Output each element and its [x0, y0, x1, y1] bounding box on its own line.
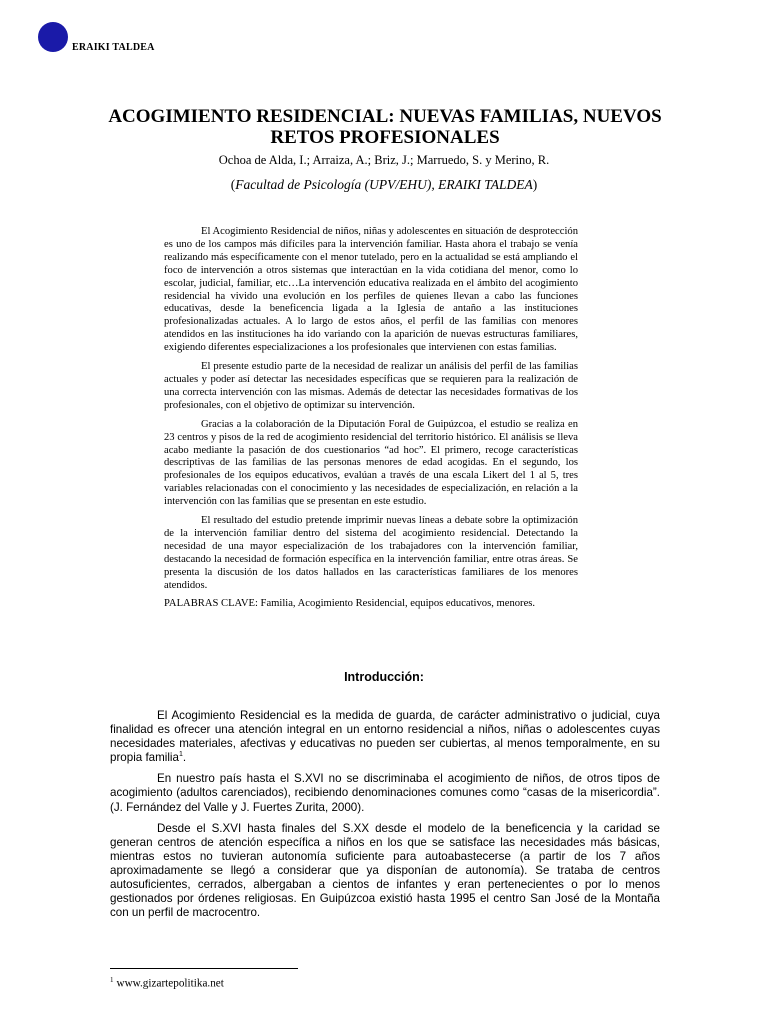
body-paragraph: [110, 709, 660, 765]
body-paragraph-text: El Acogimiento Residencial es la medida de guarda, de carácter administrativo o judicial, cuya finalidad es ofrecer una atención integral en un entorno residencial a niños, niñas o adolescentes cuyas necesidades materiales, afectivas y educativas no pueden ser cubiertas, al menos temporalmente, en su propia familia: [110, 709, 660, 765]
footnote-reference[interactable]: 1: [178, 751, 183, 759]
abstract: [164, 226, 578, 617]
footnote-mark: 1: [110, 976, 114, 984]
section-heading-introduction: Introducción:: [344, 670, 424, 684]
body-paragraph: En nuestro país hasta el S.XVI no se discriminaba el acogimiento de niños, de otros tipos de acogimiento (adultos carenciados), recibiendo denominaciones comunes como “casas de la misericordia”. (J. Fernández del Valle y J. Fuertes Zurita, 2000).: [110, 772, 660, 814]
body-paragraph: Desde el S.XVI hasta finales del S.XX desde el modelo de la beneficencia y la caridad se generan centros de atención específica a niños en los que se satisface las necesidades más básicas, mientras estos no tuvieran autonomía suficiente para autoabastecerse (a partir de los 7 años aproximadamente se llegó a considerar que ya disponían de autonomía). Se trataba de centros autosuficientes, cerrados, albergaban a cientos de infantes y eran pertenecientes o por lo menos gestionados por órdenes religiosas. En Guipúzcoa existió hasta 1995 el centro San José de la Montaña con un perfil de macrocentro.: [110, 821, 660, 920]
abstract-paragraph: El presente estudio parte de la necesidad de realizar un análisis del perfil de las familias actuales y poder así detectar las necesidades específicas que se requieren para la realización de una correcta intervención con las mismas. Además de detectar las necesidades formativas de los profesionales, con el objetivo de optimizar su intervención.: [164, 361, 578, 411]
paper-title: ACOGIMIENTO RESIDENCIAL: NUEVAS FAMILIAS, NUEVOS RETOS PROFESIONALES: [108, 106, 662, 148]
keywords: PALABRAS CLAVE: Familia, Acogimiento Residencial, equipos educativos, menores.: [164, 598, 536, 610]
header-logo: [38, 22, 155, 52]
footnote-link[interactable]: www.gizartepolitika.net: [116, 977, 224, 990]
abstract-paragraph: El resultado del estudio pretende imprimir nuevas líneas a debate sobre la optimización de la intervención familiar dentro del sistema del acogimiento residencial. Detectando la necesidad de una mayor especialización de los trabajadores con la intervención familiar, destacando la necesidad de formación específica en la intervención familiar, entre otras áreas. Se presenta la discusión de los datos hallados en las características familiares de los menores atendidos.: [164, 515, 578, 591]
footnote-separator: [110, 968, 298, 969]
paper-affiliation: (Facultad de Psicología (UPV/EHU), ERAIKI TALDEA): [230, 177, 538, 192]
body-paragraph-end: .: [182, 751, 187, 765]
introduction-body: [110, 709, 660, 927]
footnote: [110, 976, 224, 990]
eraiki-logo-icon: [38, 22, 68, 52]
affiliation-text: Facultad de Psicología (UPV/EHU), ERAIKI TALDEA: [235, 177, 533, 192]
paper-authors: Ochoa de Alda, I.; Arraiza, A.; Briz, J.; Marruedo, S. y Merino, R.: [218, 153, 550, 167]
org-name: ERAIKI TALDEA: [72, 42, 155, 53]
abstract-paragraph: Gracias a la colaboración de la Diputación Foral de Guipúzcoa, el estudio se realiza en 23 centros y pisos de la red de acogimiento residencial del territorio histórico. El análisis se lleva acabo mediante la pasación de dos cuestionarios “ad hoc”. El primero, recoge características descriptivas de las familias de las personas menores de edad acogidas. En el segundo, los profesionales de los equipos educativos, evalúan a través de una escala Likert del 1 al 5, tres variables relacionadas con el conocimiento y las necesidades de especialización, en relación a la intervención con las familias que se presentan en este estudio.: [164, 418, 578, 508]
abstract-paragraph: El Acogimiento Residencial de niños, niñas y adolescentes en situación de desprotección es uno de los campos más difíciles para la intervención familiar. Hasta ahora el trabajo se venía realizando más específicamente con el menor tutelado, pero en la actualidad se está ampliando el foco de intervención a otros sistemas que interactúan en la vida cotidiana del menor, como lo escolar, judicial, familiar, etc…La intervención educativa realizada en el ámbito del acogimiento residencial ha vivido una evolución en los perfiles de quienes llevan a cabo las funciones educativas, desde la beneficencia ligada a la Iglesia de antaño a las instituciones profesionalizadas actuales. A lo largo de estos años, el perfil de las familias con menores atendidos en las instituciones ha ido variando con la aparición de nuevas estructuras familiares, exigiendo diferentes especializaciones a los profesionales que intervienen con estas familias.: [164, 226, 578, 354]
